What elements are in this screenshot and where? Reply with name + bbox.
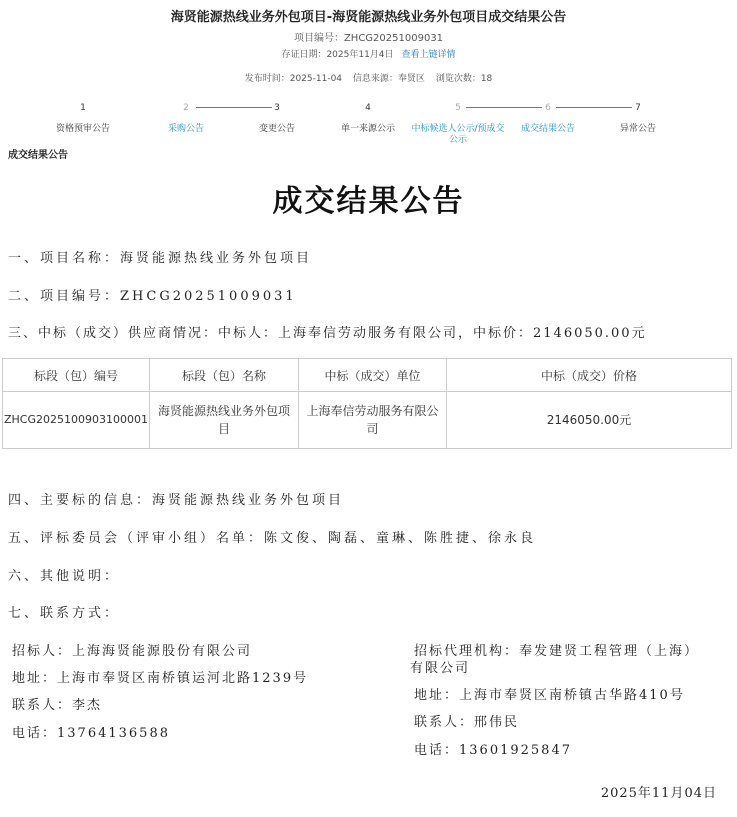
project-number: 项目编号：ZHCG20251009031 [293,33,444,44]
tenderer-name: 招标人：上海海贤能源股份有限公司 [12,644,253,659]
col-lot-name: 标段（包）名称 [150,359,299,392]
section-label: 成交结果公告 [8,150,68,161]
project-name-line: 一、项目名称：海贤能源热线业务外包项目 [8,251,313,266]
publish-time: 发布时间：2025-11-04 [244,74,343,84]
project-number-line: 二、项目编号：ZHCG20251009031 [8,289,297,304]
contact-heading: 七、联系方式： [8,606,121,621]
agent-name: 招标代理机构：奉发建贤工程管理（上海） [414,644,700,659]
step-3[interactable]: 3 变更公告 [258,103,295,134]
table-row [3,392,732,449]
other-notes-line: 六、其他说明： [8,569,121,584]
info-source: 信息来源：奉贤区 [352,74,425,84]
document-title: 成交结果公告 [272,184,465,219]
step-6[interactable]: 6 成交结果公告 [520,103,575,134]
cell-lot-number: ZHCG202510090310000​1 [3,392,150,449]
page-title: 海贤能源热线业务外包项目-海贤能源热线业务外包项目成交结果公告 [170,10,567,25]
agent-address: 地址：上海市奉贤区南桥镇古华路410号 [414,688,685,703]
announcement-date: 2025年11月04日 [600,786,717,801]
tenderer-address: 地址：上海市奉贤区南桥镇运河北路1239号 [12,671,309,686]
step-5[interactable]: 5 中标候选人公示/预成交公示 [411,103,505,145]
agent-contact: 联系人：邢伟民 [414,715,520,730]
chain-detail-link[interactable]: 查看上链详情 [401,50,456,60]
view-count: 浏览次数：18 [435,74,493,84]
step-2[interactable]: 2 采购公告 [167,103,204,134]
cell-winner: 上海奉信劳动服务有限公司 [299,392,447,449]
step-7[interactable]: 7 异常公告 [619,103,656,134]
subject-info-line: 四、主要标的信息：海贤能源热线业务外包项目 [8,493,345,508]
agent-phone: 电话：13601925847 [414,743,572,758]
committee-line: 五、评标委员会（评审小组）名单：陈文俊、陶磊、童琳、陈胜捷、徐永良 [8,531,537,546]
col-price: 中标（成交）价格 [447,359,732,392]
step-4[interactable]: 4 单一来源公示 [340,103,395,134]
col-lot-number: 标段（包）编号 [3,359,150,392]
step-1[interactable]: 1 资格预审公告 [55,103,110,134]
col-winner: 中标（成交）单位 [299,359,447,392]
cell-price: 2146050.00元 [447,392,732,449]
award-table [2,358,732,449]
cell-lot-name: 海贤能源热线业务外包项目 [150,392,299,449]
cert-date: 存证日期：2025年11月4日 [281,50,394,60]
agent-name-cont: 有限公司 [410,661,471,676]
process-steps [30,101,710,151]
tenderer-phone: 电话：13764136588 [12,726,170,741]
tenderer-contact: 联系人：李杰 [12,698,103,713]
supplier-line: 三、中标（成交）供应商情况：中标人：上海奉信劳动服务有限公司，中标价：2146050.00元 [8,326,647,341]
table-header-row [3,359,732,392]
